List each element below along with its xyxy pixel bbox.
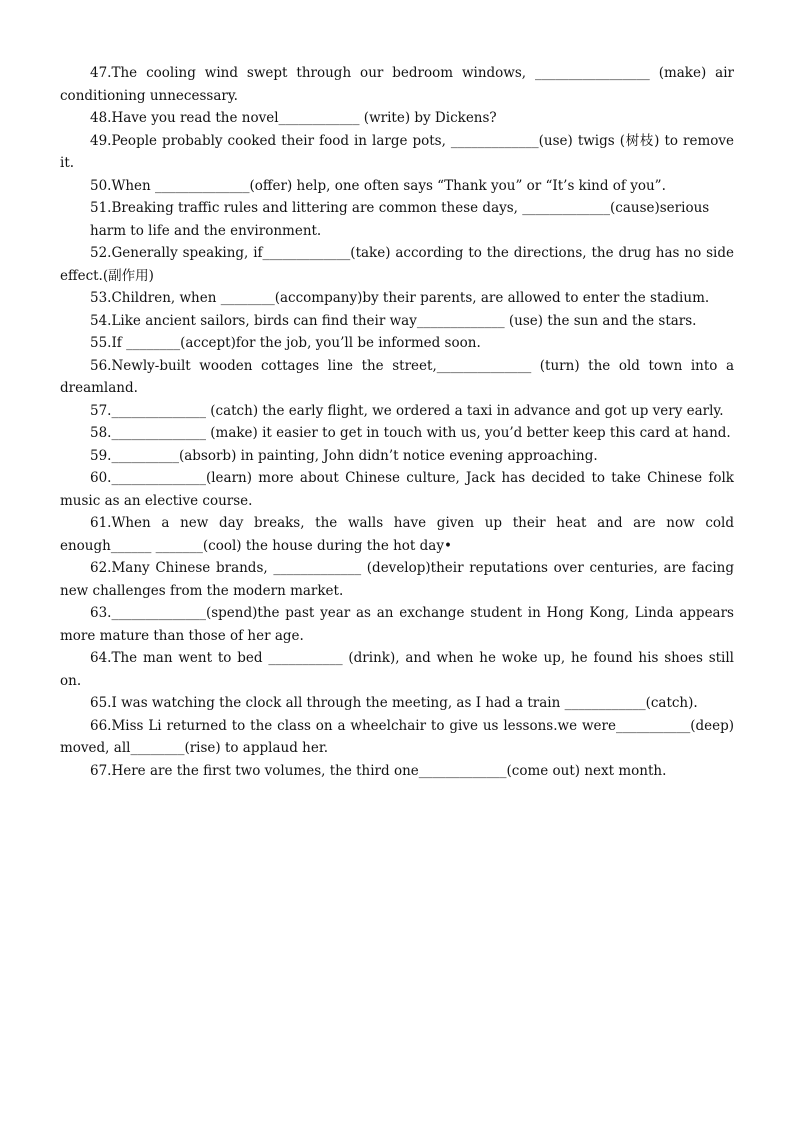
question-55: 55.If ________(accept)for the job, you’ll be informed soon. — [90, 335, 481, 351]
question-64: 64.The man went to bed ___________ (drink), and when he woke up, he found his shoes still on. — [60, 650, 734, 689]
question-49: 49.People probably cooked their food in large pots, _____________(use) twigs (树枝) to remove it. — [60, 132, 734, 171]
question-60: 60.______________(learn) more about Chinese culture, Jack has decided to take Chinese folk music as an elective course. — [60, 470, 734, 509]
question-63: 63.______________(spend)the past year as an exchange student in Hong Kong, Linda appears more mature than those of her age. — [60, 605, 734, 644]
question-48: 48.Have you read the novel____________ (write) by Dickens? — [90, 110, 497, 126]
question-67: 67.Here are the first two volumes, the third one_____________(come out) next month. — [90, 762, 667, 779]
question-59: 59.__________(absorb) in painting, John didn’t notice evening approaching. — [90, 447, 598, 464]
question-58: 58.______________ (make) it easier to get in touch with us, you’d better keep this card at hand. — [90, 425, 731, 441]
question-53: 53.Children, when ________(accompany)by their parents, are allowed to enter the stadium. — [90, 290, 710, 306]
question-47: 47.The cooling wind swept through our bedroom windows, _________________ (make) air conditioning unnecessary. — [60, 65, 734, 104]
question-61: 61.When a new day breaks, the walls have given up their heat and are now cold enough______ _______(cool) the house during the hot day• — [60, 515, 734, 554]
question-51-continued: harm to life and the environment. — [90, 222, 322, 239]
question-52: 52.Generally speaking, if_____________(take) according to the directions, the drug has no side effect.(副作用) — [60, 245, 734, 284]
question-56: 56.Newly-built wooden cottages line the street,______________ (turn) the old town into a dreamland. — [60, 357, 734, 396]
question-62: 62.Many Chinese brands, _____________ (develop)their reputations over centuries, are facing new challenges from the modern market. — [60, 560, 734, 599]
question-66: 66.Miss Li returned to the class on a wheelchair to give us lessons.we were___________(deep) moved, all________(rise) to applaud her. — [60, 717, 734, 756]
question-57: 57.______________ (catch) the early flight, we ordered a taxi in advance and got up very early. — [90, 402, 724, 419]
question-51: 51.Breaking traffic rules and littering are common these days, _____________(cause)serious — [90, 200, 710, 216]
question-54: 54.Like ancient sailors, birds can find their way_____________ (use) the sun and the stars. — [90, 312, 697, 329]
question-65: 65.I was watching the clock all through the meeting, as I had a train ____________(catch). — [90, 695, 698, 711]
exercise-sheet — [60, 62, 734, 782]
question-50: 50.When ______________(offer) help, one often says “Thank you” or “It’s kind of you”. — [90, 177, 666, 194]
